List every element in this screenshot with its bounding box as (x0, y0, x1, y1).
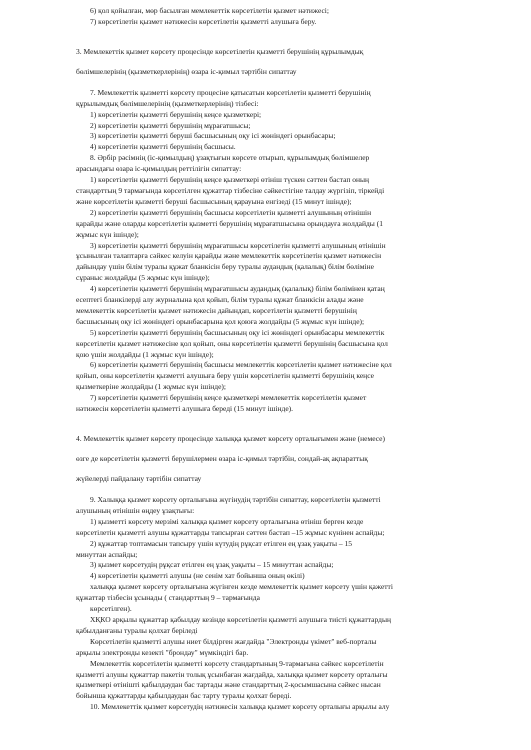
text-line: Мемлекеттік көрсетілетін қызметті көрсету стандартының 9-тармағына сәйкес көрсетілетін (90, 658, 384, 668)
text-line: мемлекеттік көрсетілетін қызмет нәтижесін дайындап, көрсетілетін қызметті берушінің (76, 305, 357, 315)
list-item: 6) қол қойылған, мөр басылған мемлекеттік көрсетілетін қызмет нәтижесі; (90, 6, 329, 15)
text-line: есептегі бланкілерді алу журналына қол қойып, білім туралы құжат бланкісін алады және (76, 295, 364, 305)
text-line: 6) көрсетілетін қызметті берушінің басшысы мемлекеттік көрсетілетін қызмет нәтижесіне қол (90, 360, 392, 370)
heading-line: жүйелерді пайдалану тәртібін сипаттау (76, 474, 202, 483)
text-line: арқылы электронды кезекті "брондау" мүмкіндігі бар. (76, 647, 249, 657)
text-line: сұраныс жолдайды (5 жұмыс күн ішінде); (76, 273, 210, 283)
text-line: 1) қызметті көрсету мерзімі халыққа қызмет көрсету орталығына өтініш берген кезде (90, 516, 364, 526)
text-line: стандарттың 9 тармағында көрсетілген құжаттар тізбесіне сәйкестігіне талдау жүргізіп, тіркейді (76, 185, 385, 195)
text-line: 1) көрсетілетін қызметті берушінің кеңсе қызметкері өтініш түскен сәттен бастап оның (90, 175, 370, 185)
text-line: көрсетілетін қызметті алушы құжаттарды тапсырған сәттен бастап –15 жұмыс күнінен аспайды; (76, 527, 385, 537)
heading-line: бөлімшелерінің (қызметкерлерінің) өзара іс-қимыл тәртібін сипаттау (76, 66, 297, 76)
heading-line: 3. Мемлекеттік қызмет көрсету процесінде көрсетілетін қызметті берушінің құрылымдық (76, 46, 364, 56)
text-line: ХҚКО арқылы құжаттар қабылдау кезінде көрсетілетін қызметті алушыға тиісті құжаттардың (90, 614, 392, 624)
paragraph-7 (76, 88, 487, 153)
text-line: 7. Мемлекеттік қызметті көрсету процесіне қатысатын көрсетілетін қызметті берушінің (90, 87, 371, 97)
text-line: қызметкеріне жолдайды (1 жұмыс күн ішінде); (76, 382, 227, 392)
text-line: 2) көрсетілетін қызметті берушінің мұрағатшысы; (90, 120, 251, 130)
text-line: қызметті алушы құжаттар пакетін толық ұсынбаған жағдайда, халыққа қызмет көрсету орталығы (76, 669, 388, 679)
paragraph-8 (76, 153, 487, 415)
text-line: 1) көрсетілетін қызметті берушінің кеңсе қызметкері; (90, 109, 262, 119)
top-list (76, 6, 487, 28)
text-line: 3) қызмет көрсетудің рұқсат етілген ең ұзақ уақыты – 15 минуттан аспайды; (90, 560, 334, 570)
text-line: және көрсетілетін қызметті беруші басшысының қарауына енгізеді (15 минут ішінде); (76, 196, 352, 206)
section-3-heading (76, 46, 487, 77)
text-line: ұсынылған талаптарға сәйкес келуін қарайды және мемлекеттік көрсетілетін қызмет нәтижесін (76, 251, 382, 261)
text-line: 4) көрсетілетін қызметті алушы (не сенім хат бойынша оның өкілі) (90, 571, 305, 581)
text-line: арасындағы өзара іс-қимылдың реттілігін сипаттау: (76, 164, 242, 174)
text-line: құжаттар тізбесін ұсынады ( стандарттың 9 – тармағында (76, 593, 260, 603)
text-line: 7) көрсетілетін қызметті берушінің кеңсе қызметкері мемлекеттік көрсетілетін қызмет (90, 393, 367, 403)
text-line: 10. Мемлекеттік қызмет көрсетудің нәтижесін халыққа қызмет көрсету орталығы арқылы алу (90, 702, 390, 712)
text-line: жұмыс күн ішінде); (76, 229, 139, 239)
text-line: көрсетілетін қызмет нәтижесіне қол қойып, оны көрсетілетін қызметті берушінің басшысына қол (76, 338, 388, 348)
text-line: 2) көрсетілетін қызметті берушінің басшысы көрсетілетін қызметті алушының өтінішін (90, 207, 372, 217)
heading-line: өзге де көрсетілетін қызметті берушілермен өзара іс-қимыл тәртібін, сондай-ақ ақпараттық (76, 454, 368, 463)
text-line: 2) құжаттар топтамасын тапсыру үшін күтудің рұқсат етілген ең ұзақ уақыты – 15 (90, 538, 352, 548)
text-line: бойынша құжаттарды қабылдаудан бас тарту туралы қолхат береді. (76, 691, 292, 701)
section-4-heading (76, 433, 487, 484)
text-line: дайындау үшін білім туралы құжат бланкісін беру туралы аудандық (қалалық) білім бөліміне (76, 262, 374, 272)
text-line: 9. Халыққа қызмет көрсету орталығына жүгінудің тәртібін сипаттау, көрсетілетін қызметті (90, 495, 381, 504)
text-line: басшысының оқу ісі жөніндегі орынбасарына қол қоюға жолдайды (5 жұмыс күн ішінде); (76, 316, 365, 326)
text-line: алушының өтінішін өңдеу ұзақтығы: (76, 505, 195, 515)
text-line: қабылданғаны туралы қолхат беріледі (76, 625, 198, 635)
text-line: 3) көрсетілетін қызметті берушінің мұрағатшысы көрсетілетін қызметті алушының өтінішін (90, 240, 386, 250)
text-line: Көрсетілетін қызметті алушы ниет білдірген жағдайда "Электронды үкімет" веб-порталы (90, 636, 377, 646)
paragraph-9 (76, 495, 487, 713)
text-line: нәтижесін көрсетілетін қызметті алушыға береді (15 минут ішінде). (76, 404, 294, 414)
text-line: қызметкері өтінішті қабылдаудан бас тартады және стандарттың 2-қосымшасына сәйкес нысан (76, 680, 381, 690)
text-line: 4) көрсетілетін қызметті берушінің басшысы. (90, 142, 236, 152)
text-line: 3) көрсетілетін қызметті беруші басшысының оқу ісі жөніндегі орынбасары; (90, 131, 336, 141)
text-line: 4) көрсетілетін қызметті берушінің мұрағатшысы аудандық (қалалық) білім бөлімінен қатаң (90, 284, 385, 294)
text-line: қойып, оны көрсетілетін қызметті алушыға беру үшін көрсетілетін қызметті берушінің кеңсе (76, 371, 374, 381)
text-line: 5) көрсетілетін қызметті берушінің басшысының оқу ісі жөніндегі орынбасары мемлекеттік (90, 327, 385, 337)
text-line: 8. Әрбір рәсімнің (іс-қимылдың) ұзақтығын көрсете отырып, құрылымдық бөлімшелер (90, 153, 370, 163)
text-line: көрсетілген). (90, 604, 132, 614)
text-line: құрылымдық бөлімшелерінің (қызметкерлерінің) тізбесі: (76, 98, 259, 108)
text-line: халыққа қызмет көрсету орталығына жүгінген кезде мемлекеттік қызмет көрсету үшін қажетті (90, 582, 393, 592)
text-line: қарайды және оларды көрсетілетін қызметті берушінің мұрағатшысына орындауға жолдайды (1 (76, 218, 383, 228)
text-line: қою үшін жолдайды (1 жұмыс күн ішінде); (76, 349, 214, 359)
heading-line: 4. Мемлекеттік қызмет көрсету процесінде халыққа қызмет көрсету орталығымен және (немесе) (76, 434, 385, 443)
list-item: 7) көрсетілетін қызмет нәтижесін көрсетілетін қызметті алушыға беру. (90, 16, 317, 26)
text-line: минуттан аспайды; (76, 549, 138, 559)
